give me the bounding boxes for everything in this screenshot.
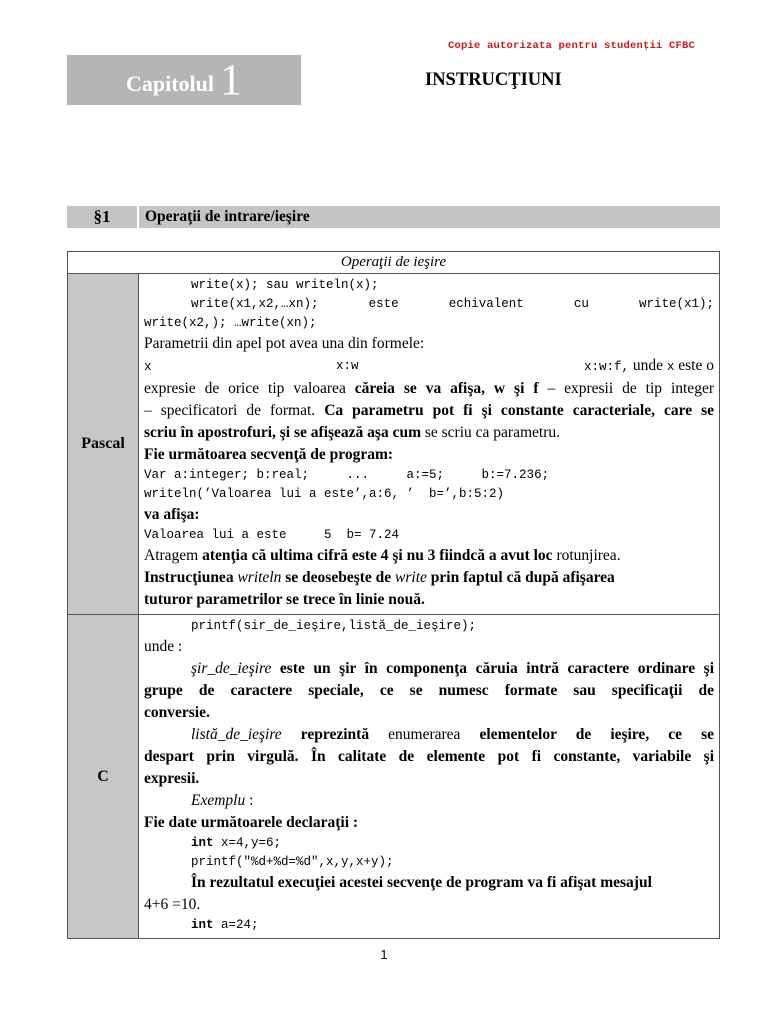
text-line: grupe de caractere speciale, ce se numesc formate sau specificaţii de (144, 682, 714, 699)
section-header (67, 206, 720, 228)
text-line (144, 545, 714, 567)
code-line (144, 916, 714, 935)
text-line: Fie date următoarele declaraţii : (144, 814, 359, 831)
format-xw: x:w (336, 359, 359, 373)
table-header: Operaţii de ieşire (68, 252, 720, 274)
keyword: int (191, 836, 214, 850)
text-line (144, 400, 714, 422)
text-line (144, 658, 714, 680)
text-line: În rezultatul execuţiei acestei secvenţe de program va fi afişat mesajul (191, 874, 652, 891)
c-row (68, 615, 720, 939)
code-line (144, 295, 714, 314)
text-fragment: expresie de orice tip valoarea (144, 380, 355, 397)
keyword: int (191, 918, 214, 932)
text-line (144, 790, 714, 812)
text-fragment: Ca parametru pot fi şi constante caracteriale, care se (324, 402, 714, 419)
text-fragment: Atragem (144, 547, 203, 564)
c-content (139, 615, 720, 939)
text-line: Fie următoarea secvenţă de program: (144, 446, 394, 463)
format-x: x (144, 360, 152, 374)
text-fragment: căreia se va afişa, w şi f (354, 380, 539, 397)
code-line: printf("%d+%d=%d",x,y,x+y); (191, 855, 394, 869)
code-line: Var a:integer; b:real; ... a:=5; b:=7.236; (144, 468, 550, 482)
text-fragment: este un şir în componenţa căruia intră caractere ordinare şi (271, 660, 714, 677)
watermark: Copie autorizata pentru studenții CFBC (448, 40, 696, 52)
text-fragment: atenţia că ultima cifră este 4 şi nu 3 fiindcă a avut loc (202, 547, 553, 564)
text-fragment: write (395, 569, 427, 586)
chapter-word: Capitolul (125, 71, 215, 96)
text-line: unde : (144, 638, 183, 655)
text-fragment: reprezintă (281, 726, 370, 743)
c-label: C (68, 615, 139, 939)
text-fragment: Instrucţiunea (144, 569, 238, 586)
text-fragment: : (245, 792, 254, 809)
pascal-row (68, 274, 720, 615)
text-line: despart prin virgulă. În calitate de elemente pot fi constante, variabile şi (144, 748, 714, 765)
text-fragment: scriu în apostrofuri, şi se afişează aşa cum (144, 424, 421, 441)
code-line: printf(sir_de_ieşire,listă_de_ieşire); (191, 619, 477, 633)
text-line (144, 724, 714, 746)
text-line: conversie. (144, 704, 210, 721)
code-token: a=24; (213, 918, 259, 932)
pascal-label: Pascal (68, 274, 139, 615)
code-line: write(x); sau writeln(x); (191, 278, 379, 292)
pascal-content (139, 274, 720, 615)
text-fragment: – specificatori de format. (144, 402, 325, 419)
format-forms-line (144, 355, 714, 378)
code-line (144, 834, 714, 853)
code-token: este (368, 297, 399, 311)
section-divider (137, 206, 139, 228)
text-fragment: se deosebeşte de (281, 569, 396, 586)
code-line: writeln(’Valoarea lui a este’,a:6, ’ b=’,b:5:2) (144, 487, 505, 501)
page-number: 1 (380, 947, 388, 962)
text-fragment: rotunjirea. (552, 547, 621, 564)
table-header-row (68, 252, 720, 274)
text-fragment: listă_de_ieşire (191, 726, 282, 743)
text-line: expresii. (144, 770, 200, 787)
text-fragment: şir_de_ieşire (191, 660, 272, 677)
text-fragment: enumerarea (369, 726, 480, 743)
text-fragment: este o (678, 357, 714, 374)
text-fragment: writeln (237, 569, 282, 586)
text-line: va afişa: (144, 506, 200, 523)
output-operations-table (67, 251, 720, 939)
chapter-badge (67, 55, 301, 105)
text-line: tuturor parametrilor se trece în linie nouă. (144, 591, 425, 608)
text-fragment: – expresii de tip integer (538, 380, 714, 397)
code-token: cu (573, 297, 589, 311)
code-token: x=4,y=6; (213, 836, 282, 850)
code-token: write(x1,x2,…xn); (191, 297, 319, 311)
format-xwf: x:w:f, (583, 360, 629, 374)
text-line: Parametrii din apel pot avea una din formele: (144, 335, 425, 352)
output-line: Valoarea lui a este 5 b= 7.24 (144, 528, 400, 542)
text-line (144, 567, 714, 589)
code-token: write(x1); (638, 297, 714, 311)
code-token: echivalent (448, 297, 524, 311)
chapter-number: 1 (220, 55, 243, 104)
code-token: x (666, 360, 675, 374)
text-fragment: elementelor de ieşire, ce se (479, 726, 715, 743)
text-line (144, 422, 714, 444)
section-number: §1 (93, 207, 111, 226)
text-fragment: se scriu ca parametru. (420, 424, 560, 441)
text-fragment: prin faptul că după afişarea (426, 569, 615, 586)
text-line: 4+6 =10. (144, 896, 201, 913)
text-line (144, 378, 714, 400)
code-line: write(x2,); …write(xn); (144, 316, 317, 330)
text-fragment: Exemplu (191, 792, 246, 809)
chapter-title: INSTRUCŢIUNI (425, 70, 562, 90)
section-title: Operaţii de intrare/ieşire (145, 208, 310, 225)
text-fragment: unde (632, 357, 663, 374)
